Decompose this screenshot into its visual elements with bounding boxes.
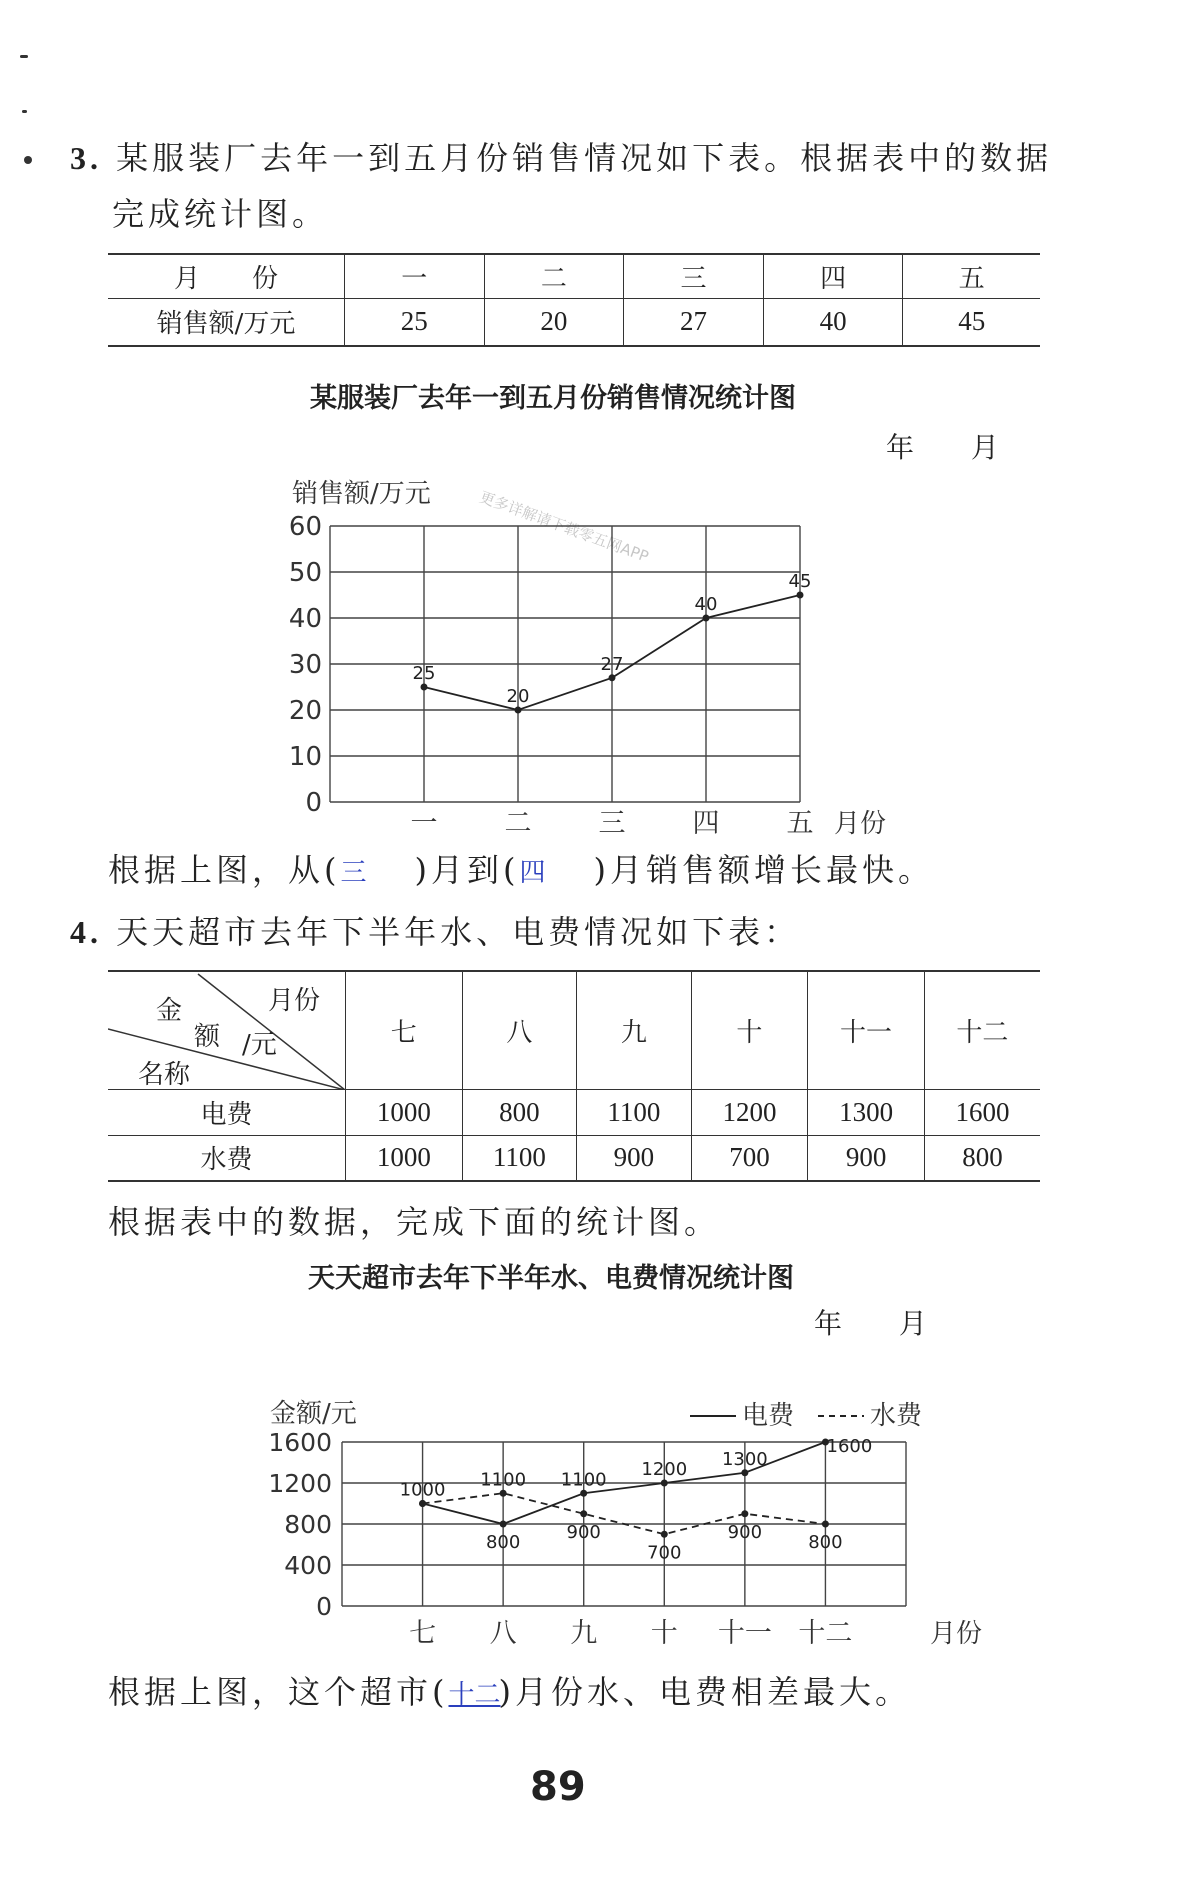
chart3-y-tick-label: 30 (288, 650, 322, 680)
q4-answer-part2: )月份水、电费相差最大。 (498, 1673, 911, 1711)
chart4-x-tick-label: 九 (570, 1618, 598, 1649)
q4-month-cell: 十一 (808, 971, 925, 1089)
chart4-data-label-lower: 700 (647, 1542, 682, 1564)
chart3-data-label: 40 (694, 594, 718, 615)
q3-month-cell: 四 (763, 254, 903, 298)
chart4-x-tick-label: 八 (489, 1618, 517, 1649)
q4-electric-cell: 1600 (924, 1089, 1040, 1135)
q3-month-cell: 三 (624, 254, 764, 298)
chart4-water-line (423, 1493, 826, 1534)
q3-month-cell: 五 (903, 254, 1040, 298)
chart4-legend-water-label: 水费 (870, 1401, 923, 1431)
chart4-x-tick-label: 十二 (798, 1618, 853, 1649)
chart4-y-tick-label: 800 (284, 1510, 332, 1539)
chart4-data-label-upper: 1200 (641, 1459, 688, 1480)
chart4-data-label-lower: 800 (808, 1532, 843, 1553)
chart4-water-point (661, 1531, 668, 1538)
q4-month-cell: 九 (577, 971, 692, 1089)
q4-month-cell: 八 (462, 971, 577, 1089)
q3-answer-end-month: 四 (519, 858, 546, 888)
chart4-y-axis-label: 金额/元 (270, 1399, 357, 1429)
q4-number: 4. (70, 914, 102, 950)
chart3-y-tick-label: 50 (288, 558, 322, 588)
chart3-data-point (609, 674, 616, 681)
q3-sales-cell: 25 (345, 298, 485, 346)
chart4-water-point (419, 1500, 426, 1507)
chart3-title: 某服装厂去年一到五月份销售情况统计图 (310, 383, 796, 414)
q4-water-cell: 1100 (462, 1135, 577, 1181)
chart3-y-tick-label: 20 (288, 696, 322, 726)
chart4-x-axis-label: 月份 (929, 1619, 983, 1649)
q3-answer-part3: )月销售额增长最快。 (593, 851, 935, 889)
q3-sales-cell: 45 (903, 298, 1040, 346)
q3-sales-cell: 20 (484, 298, 624, 346)
chart3-x-tick-label: 一 (410, 808, 438, 839)
chart3-x-axis-label: 月份 (833, 809, 887, 839)
q4-answer-sentence (108, 1673, 911, 1711)
q3-sales-cell: 40 (763, 298, 903, 346)
q4-water-cell: 800 (924, 1135, 1040, 1181)
q3-month-cell: 一 (345, 254, 485, 298)
chart3-data-point (703, 615, 710, 622)
chart4-electric-point (661, 1480, 668, 1487)
chart4-data-label-upper: 1100 (560, 1469, 607, 1491)
scan-mark (22, 110, 27, 113)
chart4-y-tick-label: 1600 (268, 1428, 332, 1457)
q4-electric-label: 电费 (108, 1089, 346, 1135)
chart4-year-month: 年 月 (814, 1307, 951, 1340)
q3-answer-part2: )月到( (414, 851, 520, 889)
chart4-x-tick-label: 七 (409, 1618, 437, 1649)
q4-water-cell: 1000 (346, 1135, 463, 1181)
q3-number: 3. (70, 140, 102, 176)
q4-prompt: 天天超市去年下半年水、电费情况如下表： (116, 913, 801, 951)
chart4-electric-point (741, 1469, 748, 1476)
chart4-legend-electric-label: 电费 (742, 1401, 795, 1431)
chart4-utility-line-chart (250, 1380, 1010, 1649)
q4-diagonal-header (108, 971, 346, 1089)
q3-sales-header: 销售额/万元 (108, 298, 345, 346)
q4-month-cell: 七 (346, 971, 463, 1089)
q4-electric-cell: 1000 (346, 1089, 463, 1135)
q3-text-line1 (70, 139, 1053, 177)
chart4-water-point (741, 1510, 748, 1517)
chart4-water-point (580, 1510, 587, 1517)
chart3-data-point (515, 707, 522, 714)
chart4-data-label-lower: 800 (485, 1532, 521, 1553)
q3-answer-start-month: 三 (340, 858, 367, 888)
chart4-x-tick-label: 十一 (717, 1618, 772, 1649)
q4-month-cell: 十 (691, 971, 808, 1089)
chart3-year-month: 年 月 (886, 431, 1023, 464)
chart4-data-label-upper: 1100 (480, 1469, 527, 1491)
q4-header-amount-2: 额 (194, 1022, 221, 1052)
chart4-water-point (822, 1521, 829, 1528)
chart4-data-label-lower: 900 (727, 1521, 763, 1543)
chart3-data-point (797, 592, 804, 599)
q4-header-name: 名称 (138, 1060, 191, 1090)
watermark: 更多详解请下载零五网APP (477, 487, 651, 566)
chart3-x-tick-label: 二 (504, 808, 532, 839)
scan-mark (20, 55, 28, 58)
chart4-data-label-lower: 900 (566, 1521, 601, 1543)
q3-sales-table (108, 253, 1040, 347)
chart4-electric-point (580, 1490, 587, 1497)
q4-answer-part1: 根据上图，这个超市( (108, 1673, 449, 1711)
chart3-x-tick-label: 三 (598, 808, 626, 839)
chart3-data-point (421, 684, 428, 691)
chart3-data-label: 45 (788, 571, 812, 592)
q4-water-cell: 900 (577, 1135, 692, 1181)
q4-header-unit: /元 (242, 1030, 277, 1060)
q4-month-cell: 十二 (924, 971, 1040, 1089)
chart3-y-tick-label: 0 (305, 788, 322, 818)
q3-text-line2: 完成统计图。 (112, 195, 329, 233)
q4-electric-cell: 1100 (577, 1089, 692, 1135)
chart3-data-label: 25 (412, 663, 436, 684)
q3-answer-part1: 根据上图，从( (108, 851, 341, 889)
chart4-y-tick-label: 1200 (268, 1469, 332, 1498)
chart3-y-tick-label: 60 (288, 512, 322, 542)
q4-header-amount-1: 金 (156, 996, 183, 1026)
scan-mark (24, 156, 32, 164)
q4-header-month: 月份 (268, 986, 321, 1016)
q3-month-header: 月 份 (108, 254, 345, 298)
q4-instruction: 根据表中的数据，完成下面的统计图。 (108, 1203, 721, 1241)
q3-sales-cell: 27 (624, 298, 764, 346)
q4-water-label: 水费 (108, 1135, 346, 1181)
chart3-data-label: 20 (506, 686, 530, 707)
q3-month-cell: 二 (484, 254, 624, 298)
chart4-x-tick-label: 十 (650, 1618, 678, 1649)
q4-electric-cell: 1200 (691, 1089, 808, 1135)
chart3-x-tick-label: 五 (786, 808, 814, 839)
chart4-y-tick-label: 400 (284, 1551, 332, 1580)
chart3-x-tick-label: 四 (692, 808, 720, 839)
q3-answer-sentence (108, 851, 935, 889)
chart4-y-tick-label: 0 (316, 1592, 332, 1621)
q4-utility-table (108, 970, 1040, 1182)
chart4-data-label-upper: 1000 (399, 1479, 446, 1501)
q4-electric-cell: 800 (462, 1089, 577, 1135)
chart4-electric-point (500, 1521, 507, 1528)
q4-answer-month: 十二 (448, 1680, 501, 1710)
chart4-data-label-upper: 1300 (721, 1448, 768, 1470)
page-number: 89 (530, 1764, 586, 1810)
chart4-data-label-upper: 1600 (826, 1436, 873, 1457)
q3-prompt: 某服装厂去年一到五月份销售情况如下表。根据表中的数据 (116, 139, 1053, 177)
chart3-data-label: 27 (600, 653, 624, 675)
chart3-y-axis-label: 销售额/万元 (292, 479, 431, 509)
chart4-title: 天天超市去年下半年水、电费情况统计图 (308, 1263, 794, 1294)
q4-text-line1 (70, 913, 801, 951)
q4-water-cell: 900 (808, 1135, 925, 1181)
chart4-water-point (500, 1490, 507, 1497)
chart3-y-tick-label: 10 (288, 742, 322, 772)
q4-electric-cell: 1300 (808, 1089, 925, 1135)
chart3-sales-line-chart (270, 470, 970, 840)
q4-water-cell: 700 (691, 1135, 808, 1181)
chart3-y-tick-label: 40 (288, 604, 322, 634)
